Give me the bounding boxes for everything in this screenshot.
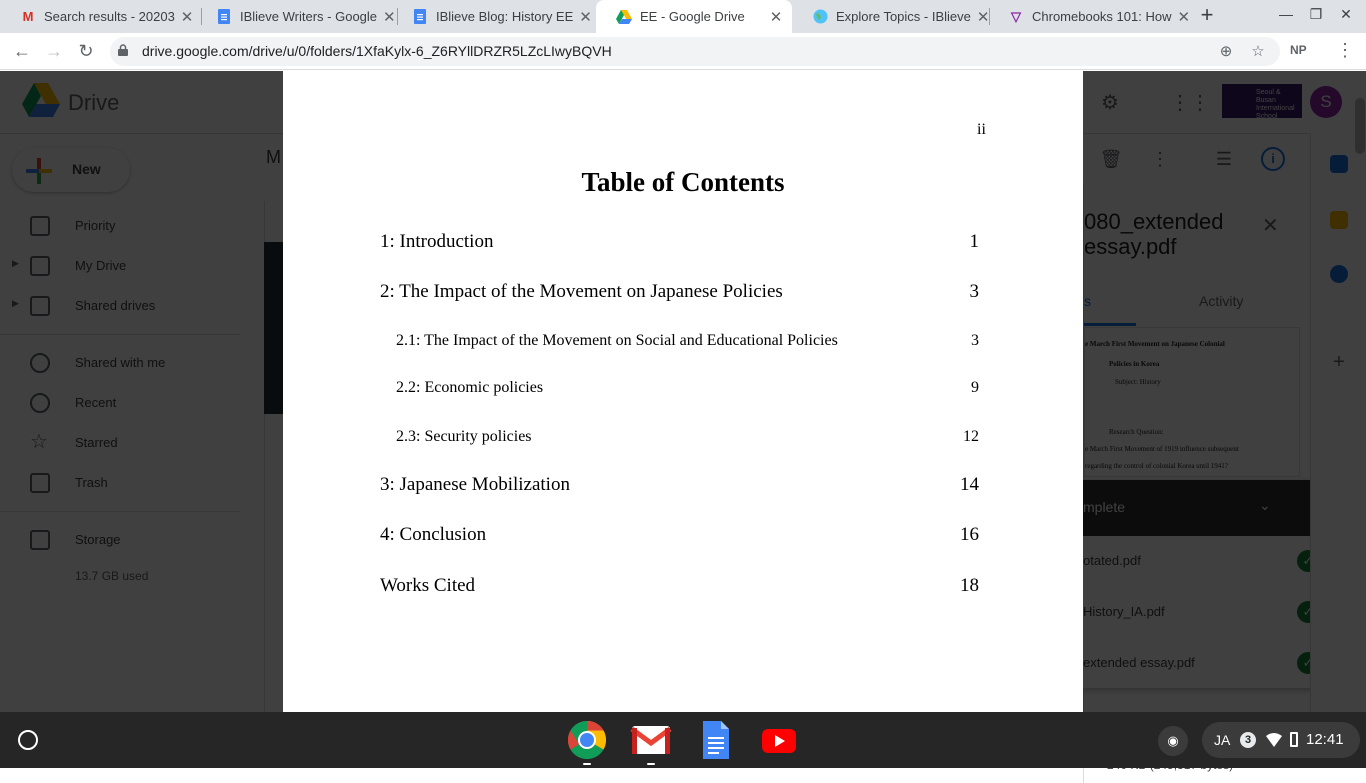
globe-icon: [812, 9, 828, 25]
close-icon[interactable]: ✕: [976, 8, 990, 26]
docs-icon: [412, 9, 428, 25]
status-tray[interactable]: [1202, 722, 1360, 758]
toc-page-number: 16: [960, 524, 979, 545]
docs-icon: [216, 9, 232, 25]
forward-icon[interactable]: →: [45, 41, 63, 61]
launcher-icon[interactable]: [18, 730, 38, 750]
page-title: Table of Contents: [581, 167, 785, 197]
close-window-icon[interactable]: ✕: [1340, 6, 1352, 22]
toc-entry: 2.1: The Impact of the Movement on Social and Educational Policies: [396, 332, 838, 349]
toc-entry: 3: Japanese Mobilization: [380, 474, 570, 495]
url-text: drive.google.com/drive/u/0/folders/1XfaKylx-6_Z6RYllDRZR5LZcLIwyBQVH: [142, 43, 612, 59]
running-indicator: [647, 763, 655, 765]
docs-icon[interactable]: [695, 720, 735, 760]
notification-count-badge: 3: [1240, 732, 1256, 748]
toc-entry: 2.2: Economic policies: [396, 379, 544, 396]
toc-page-number: 1: [969, 231, 979, 252]
battery-icon: [1290, 732, 1298, 747]
close-icon[interactable]: ✕: [769, 8, 783, 26]
toc-page-number: 18: [960, 575, 979, 596]
toc-page-number: 3: [971, 332, 979, 349]
tab-explore-topics[interactable]: [792, 0, 988, 33]
tab-gmail-search[interactable]: [0, 0, 200, 33]
tab-title: IBlieve Blog: History EE: [436, 9, 574, 24]
tab-title: EE - Google Drive: [640, 9, 745, 24]
browser-menu-icon[interactable]: ⋮: [1336, 40, 1354, 60]
bookmark-star-icon[interactable]: ☆: [1251, 43, 1265, 60]
tab-title: IBlieve Writers - Google: [240, 9, 378, 24]
profile-initials[interactable]: NP: [1290, 43, 1307, 57]
youtube-icon[interactable]: [759, 720, 799, 760]
browser-toolbar: [0, 33, 1366, 70]
clock-time: 12:41: [1306, 731, 1344, 748]
chrome-icon[interactable]: [567, 720, 607, 760]
tab-title: Search results - 20203: [44, 9, 175, 24]
tab-chromebooks-101[interactable]: [988, 0, 1191, 33]
new-tab-button[interactable]: +: [1200, 2, 1214, 27]
lock-icon: [118, 44, 128, 56]
pdf-page: [283, 71, 1083, 712]
tab-iblieve-writers[interactable]: [196, 0, 396, 33]
tab-strip: [0, 0, 1366, 33]
v-icon: ▽: [1011, 8, 1021, 24]
tab-title: Explore Topics - IBlieve: [836, 9, 971, 24]
drive-icon: [616, 9, 632, 25]
toc-entry: 2: The Impact of the Movement on Japanese Policies: [380, 281, 783, 302]
restore-icon[interactable]: ❐: [1309, 6, 1323, 22]
toc-page-number: 12: [963, 428, 979, 445]
minimize-icon[interactable]: —: [1279, 6, 1293, 22]
tab-title: Chromebooks 101: How: [1032, 9, 1172, 24]
page-number: ii: [977, 121, 986, 138]
ime-indicator: JA: [1214, 732, 1231, 748]
tab-iblieve-blog[interactable]: [392, 0, 596, 33]
gmail-icon[interactable]: [631, 720, 671, 760]
os-shelf: [0, 712, 1366, 768]
install-icon[interactable]: ⊕: [1219, 43, 1233, 60]
toc-page-number: 9: [971, 379, 979, 396]
toc-entry: 1: Introduction: [380, 231, 494, 252]
address-bar[interactable]: [110, 37, 1280, 66]
close-icon[interactable]: ✕: [579, 8, 592, 26]
wifi-icon: [1266, 732, 1282, 748]
close-icon[interactable]: ✕: [1177, 8, 1191, 26]
reload-icon[interactable]: ↻: [78, 41, 94, 61]
gmail-icon: M: [22, 9, 34, 24]
toc-page-number: 3: [969, 281, 979, 302]
running-indicator: [583, 763, 591, 765]
cast-icon[interactable]: ◉: [1158, 726, 1188, 756]
toc-page-number: 14: [960, 474, 979, 495]
tab-google-drive[interactable]: [596, 0, 792, 33]
close-icon[interactable]: ✕: [383, 8, 396, 26]
back-icon[interactable]: ←: [13, 41, 31, 61]
toc-entry: Works Cited: [380, 575, 476, 596]
toc-entry: 2.3: Security policies: [396, 428, 532, 445]
toc-entry: 4: Conclusion: [380, 524, 487, 545]
close-icon[interactable]: ✕: [180, 8, 194, 26]
